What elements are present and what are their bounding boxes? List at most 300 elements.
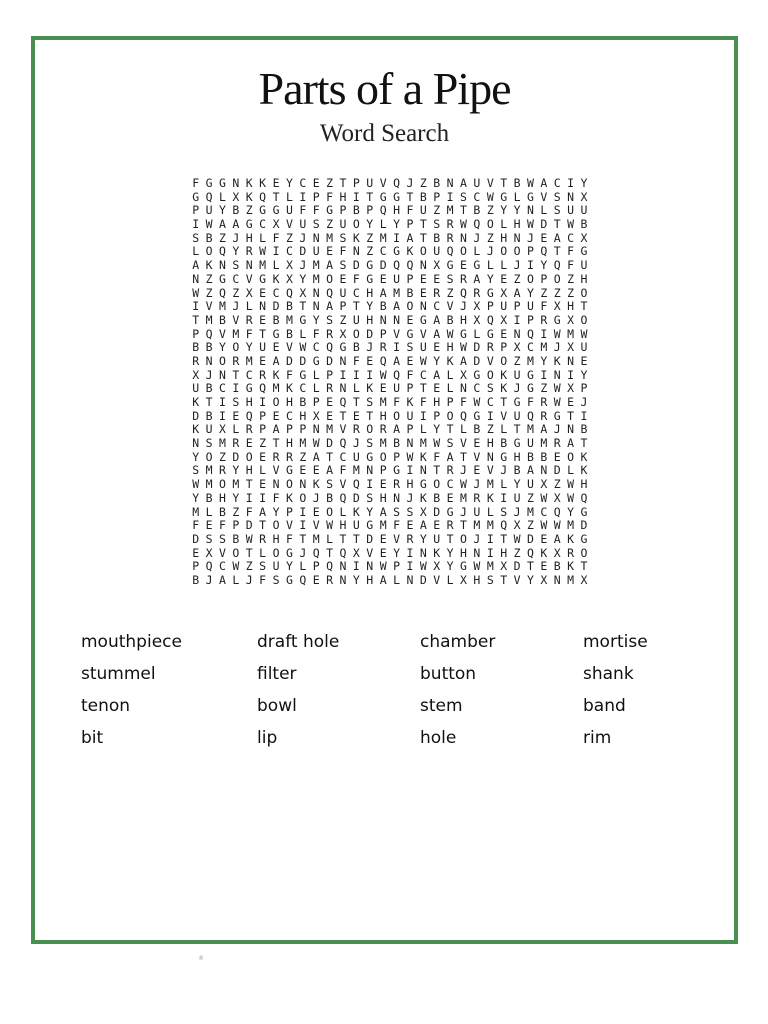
grid-letter: W bbox=[433, 436, 441, 451]
grid-letter: O bbox=[460, 531, 467, 546]
letter-grid bbox=[189, 177, 591, 588]
grid-letter: M bbox=[473, 518, 481, 533]
grid-letter: M bbox=[379, 230, 387, 245]
grid-letter: G bbox=[500, 449, 508, 464]
grid-letter: Z bbox=[486, 203, 494, 218]
grid-letter: S bbox=[219, 531, 226, 546]
grid-letter: B bbox=[219, 312, 226, 327]
grid-row bbox=[189, 191, 591, 205]
grid-letter: C bbox=[473, 189, 481, 204]
grid-letter: N bbox=[232, 176, 240, 190]
grid-letter: D bbox=[299, 353, 307, 368]
grid-letter: E bbox=[433, 518, 441, 533]
grid-letter: K bbox=[446, 353, 454, 368]
grid-letter: Q bbox=[526, 326, 534, 341]
grid-letter: V bbox=[486, 463, 494, 478]
grid-letter: Z bbox=[486, 230, 494, 245]
grid-letter: B bbox=[326, 490, 334, 505]
grid-letter: P bbox=[580, 381, 588, 396]
grid-letter: Q bbox=[245, 408, 253, 423]
grid-letter: M bbox=[272, 381, 280, 396]
grid-letter: V bbox=[486, 176, 494, 190]
grid-letter: T bbox=[460, 449, 467, 464]
grid-letter: Y bbox=[580, 367, 588, 382]
grid-row bbox=[189, 204, 591, 218]
grid-letter: A bbox=[272, 422, 280, 437]
grid-row bbox=[189, 300, 591, 314]
grid-letter: O bbox=[486, 367, 494, 382]
grid-letter: K bbox=[580, 449, 588, 464]
grid-letter: D bbox=[272, 299, 280, 314]
grid-letter: X bbox=[580, 230, 588, 245]
grid-letter: N bbox=[446, 176, 454, 190]
grid-letter: N bbox=[406, 572, 414, 587]
grid-letter: F bbox=[245, 504, 253, 519]
grid-letter: Z bbox=[219, 449, 226, 464]
grid-letter: H bbox=[339, 518, 347, 533]
grid-letter: X bbox=[460, 572, 467, 587]
grid-letter: F bbox=[312, 326, 320, 341]
grid-letter: J bbox=[460, 463, 467, 478]
grid-letter: B bbox=[473, 422, 481, 437]
grid-letter: R bbox=[540, 395, 548, 409]
grid-letter: Q bbox=[285, 285, 293, 300]
grid-letter: X bbox=[339, 326, 347, 341]
word-item: draft hole bbox=[257, 632, 340, 652]
grid-letter: F bbox=[352, 271, 360, 286]
grid-letter: V bbox=[473, 449, 481, 464]
grid-letter: P bbox=[540, 271, 548, 286]
grid-letter: M bbox=[567, 326, 575, 341]
grid-letter: H bbox=[446, 340, 454, 355]
grid-letter: M bbox=[540, 340, 548, 355]
grid-letter: S bbox=[205, 531, 213, 546]
grid-letter: D bbox=[299, 244, 307, 259]
grid-letter: N bbox=[567, 189, 575, 204]
grid-letter: Q bbox=[379, 353, 387, 368]
grid-letter: G bbox=[245, 381, 253, 396]
grid-letter: U bbox=[433, 244, 441, 259]
grid-row bbox=[189, 533, 591, 547]
grid-letter: J bbox=[232, 299, 240, 314]
grid-letter: E bbox=[567, 395, 575, 409]
grid-letter: G bbox=[473, 258, 481, 273]
grid-letter: G bbox=[272, 326, 280, 341]
grid-letter: W bbox=[446, 326, 454, 341]
grid-letter: F bbox=[219, 518, 226, 533]
grid-row bbox=[189, 287, 591, 301]
grid-letter: S bbox=[500, 504, 508, 519]
grid-letter: Y bbox=[567, 504, 575, 519]
grid-row bbox=[189, 218, 591, 232]
grid-letter: I bbox=[393, 340, 401, 355]
grid-letter: A bbox=[460, 353, 467, 368]
grid-letter: L bbox=[272, 258, 280, 273]
grid-row bbox=[189, 369, 591, 383]
grid-letter: L bbox=[299, 326, 307, 341]
grid-letter: H bbox=[393, 203, 401, 218]
grid-letter: Q bbox=[205, 189, 213, 204]
grid-letter: U bbox=[500, 299, 508, 314]
grid-letter: L bbox=[473, 326, 481, 341]
grid-letter: E bbox=[205, 518, 213, 533]
grid-letter: S bbox=[486, 572, 494, 587]
grid-letter: I bbox=[192, 217, 200, 232]
grid-letter: Z bbox=[339, 312, 347, 327]
grid-letter: Q bbox=[580, 490, 588, 505]
grid-letter: S bbox=[406, 504, 414, 519]
word-item: chamber bbox=[420, 632, 496, 652]
word-item: bit bbox=[81, 728, 104, 748]
grid-letter: J bbox=[553, 340, 561, 355]
grid-letter: G bbox=[580, 531, 588, 546]
grid-letter: O bbox=[446, 408, 454, 423]
grid-letter: H bbox=[379, 490, 387, 505]
grid-letter: F bbox=[326, 189, 334, 204]
grid-letter: U bbox=[513, 490, 521, 505]
grid-letter: G bbox=[406, 326, 414, 341]
grid-letter: M bbox=[379, 436, 387, 451]
grid-letter: K bbox=[406, 395, 414, 409]
grid-letter: E bbox=[580, 353, 588, 368]
grid-letter: S bbox=[232, 395, 240, 409]
grid-letter: Q bbox=[339, 395, 347, 409]
grid-letter: O bbox=[580, 285, 588, 300]
grid-letter: Z bbox=[433, 203, 441, 218]
grid-letter: S bbox=[205, 436, 213, 451]
grid-letter: Z bbox=[567, 271, 575, 286]
grid-letter: V bbox=[500, 408, 508, 423]
grid-letter: R bbox=[446, 518, 454, 533]
grid-letter: G bbox=[366, 271, 374, 286]
grid-letter: I bbox=[513, 312, 521, 327]
grid-letter: F bbox=[460, 395, 467, 409]
grid-letter: R bbox=[326, 572, 334, 587]
grid-letter: M bbox=[205, 312, 213, 327]
page-subtitle: Word Search bbox=[319, 120, 450, 147]
grid-letter: E bbox=[272, 176, 280, 190]
grid-letter: W bbox=[553, 381, 561, 396]
grid-letter: N bbox=[419, 258, 427, 273]
grid-letter: K bbox=[259, 176, 267, 190]
grid-letter: S bbox=[192, 463, 200, 478]
grid-letter: N bbox=[339, 381, 347, 396]
grid-letter: U bbox=[513, 367, 521, 382]
grid-letter: W bbox=[419, 353, 427, 368]
grid-letter: H bbox=[339, 189, 347, 204]
grid-letter: G bbox=[460, 559, 467, 574]
grid-letter: D bbox=[192, 408, 200, 423]
grid-letter: S bbox=[433, 217, 441, 232]
grid-letter: A bbox=[219, 572, 226, 587]
grid-letter: F bbox=[299, 203, 307, 218]
grid-letter: T bbox=[500, 395, 508, 409]
grid-letter: H bbox=[500, 545, 508, 560]
grid-letter: V bbox=[219, 326, 226, 341]
grid-letter: I bbox=[192, 299, 200, 314]
grid-letter: N bbox=[393, 490, 401, 505]
grid-letter: A bbox=[433, 312, 441, 327]
grid-letter: D bbox=[192, 531, 200, 546]
grid-letter: Z bbox=[259, 436, 267, 451]
grid-letter: K bbox=[580, 463, 588, 478]
grid-letter: Y bbox=[219, 340, 226, 355]
grid-row bbox=[189, 273, 591, 287]
grid-letter: T bbox=[513, 422, 521, 437]
grid-letter: L bbox=[259, 230, 267, 245]
grid-letter: P bbox=[299, 422, 307, 437]
grid-letter: B bbox=[500, 436, 508, 451]
grid-letter: G bbox=[580, 244, 588, 259]
grid-letter: Q bbox=[393, 176, 401, 190]
word-item: hole bbox=[420, 728, 457, 748]
grid-letter: A bbox=[460, 176, 467, 190]
grid-letter: Q bbox=[393, 258, 401, 273]
grid-letter: U bbox=[352, 518, 360, 533]
grid-letter: B bbox=[272, 312, 280, 327]
grid-letter: E bbox=[379, 477, 387, 492]
grid-letter: B bbox=[513, 176, 521, 190]
grid-letter: Y bbox=[393, 217, 401, 232]
grid-letter: H bbox=[272, 531, 280, 546]
grid-letter: P bbox=[513, 299, 521, 314]
grid-row bbox=[189, 355, 591, 369]
grid-letter: O bbox=[352, 217, 360, 232]
grid-letter: K bbox=[245, 189, 253, 204]
grid-letter: J bbox=[299, 545, 307, 560]
grid-letter: L bbox=[460, 422, 467, 437]
grid-letter: L bbox=[312, 367, 320, 382]
grid-letter: P bbox=[352, 176, 360, 190]
grid-letter: T bbox=[580, 559, 588, 574]
grid-letter: J bbox=[473, 230, 481, 245]
grid-letter: P bbox=[406, 422, 414, 437]
grid-letter: F bbox=[285, 367, 293, 382]
grid-letter: Q bbox=[205, 326, 213, 341]
grid-letter: W bbox=[553, 395, 561, 409]
grid-letter: Y bbox=[299, 271, 307, 286]
grid-letter: Z bbox=[245, 203, 253, 218]
grid-letter: X bbox=[245, 285, 253, 300]
grid-letter: O bbox=[326, 271, 334, 286]
grid-letter: W bbox=[192, 477, 200, 492]
grid-letter: A bbox=[393, 299, 401, 314]
grid-letter: I bbox=[540, 367, 548, 382]
grid-letter: U bbox=[393, 381, 401, 396]
grid-letter: F bbox=[192, 176, 200, 190]
grid-letter: C bbox=[219, 381, 226, 396]
grid-letter: X bbox=[567, 340, 575, 355]
grid-letter: G bbox=[513, 436, 521, 451]
grid-letter: K bbox=[553, 353, 561, 368]
grid-letter: M bbox=[379, 395, 387, 409]
grid-letter: E bbox=[473, 463, 481, 478]
grid-letter: N bbox=[366, 463, 374, 478]
grid-letter: V bbox=[460, 436, 467, 451]
grid-letter: X bbox=[192, 367, 200, 382]
grid-letter: Z bbox=[326, 217, 334, 232]
grid-letter: Z bbox=[326, 176, 334, 190]
grid-letter: U bbox=[393, 271, 401, 286]
grid-letter: I bbox=[366, 477, 374, 492]
grid-letter: D bbox=[433, 504, 441, 519]
word-list bbox=[81, 632, 721, 749]
grid-letter: Y bbox=[219, 203, 226, 218]
grid-letter: P bbox=[379, 463, 387, 478]
grid-letter: C bbox=[219, 559, 226, 574]
grid-letter: U bbox=[205, 203, 213, 218]
grid-letter: G bbox=[299, 312, 307, 327]
grid-letter: T bbox=[553, 217, 561, 232]
grid-letter: N bbox=[352, 244, 360, 259]
grid-letter: I bbox=[500, 490, 508, 505]
grid-letter: Y bbox=[192, 490, 200, 505]
grid-letter: T bbox=[245, 545, 253, 560]
grid-letter: P bbox=[285, 422, 293, 437]
grid-letter: E bbox=[433, 340, 441, 355]
grid-letter: K bbox=[205, 258, 213, 273]
grid-letter: I bbox=[393, 230, 401, 245]
grid-letter: R bbox=[259, 531, 267, 546]
grid-letter: E bbox=[245, 436, 253, 451]
grid-letter: T bbox=[352, 299, 360, 314]
grid-letter: M bbox=[205, 463, 213, 478]
grid-letter: O bbox=[299, 490, 307, 505]
grid-letter: E bbox=[192, 545, 200, 560]
grid-letter: Q bbox=[393, 367, 401, 382]
grid-letter: A bbox=[419, 518, 427, 533]
grid-letter: M bbox=[326, 422, 334, 437]
grid-letter: G bbox=[526, 381, 534, 396]
grid-letter: G bbox=[580, 504, 588, 519]
grid-letter: R bbox=[285, 449, 293, 464]
grid-letter: L bbox=[352, 381, 360, 396]
grid-letter: Y bbox=[580, 176, 588, 190]
grid-letter: O bbox=[513, 244, 521, 259]
grid-letter: Y bbox=[540, 353, 548, 368]
grid-letter: J bbox=[500, 463, 508, 478]
grid-letter: Q bbox=[553, 504, 561, 519]
grid-letter: T bbox=[326, 449, 334, 464]
grid-letter: T bbox=[352, 395, 360, 409]
grid-letter: S bbox=[486, 381, 494, 396]
grid-letter: C bbox=[299, 381, 307, 396]
grid-letter: T bbox=[192, 312, 200, 327]
grid-letter: T bbox=[526, 559, 534, 574]
grid-letter: E bbox=[312, 504, 320, 519]
grid-letter: P bbox=[312, 559, 320, 574]
grid-letter: N bbox=[312, 422, 320, 437]
grid-letter: K bbox=[366, 381, 374, 396]
grid-letter: A bbox=[232, 217, 240, 232]
grid-letter: E bbox=[406, 353, 414, 368]
grid-letter: Q bbox=[406, 258, 414, 273]
grid-letter: Z bbox=[446, 285, 454, 300]
grid-letter: R bbox=[272, 449, 280, 464]
grid-letter: M bbox=[379, 518, 387, 533]
grid-letter: J bbox=[460, 299, 467, 314]
grid-row bbox=[189, 464, 591, 478]
grid-letter: J bbox=[513, 258, 521, 273]
grid-letter: E bbox=[540, 230, 548, 245]
grid-letter: B bbox=[393, 436, 401, 451]
grid-letter: G bbox=[526, 189, 534, 204]
grid-letter: T bbox=[460, 518, 467, 533]
grid-letter: X bbox=[580, 572, 588, 587]
grid-letter: R bbox=[433, 285, 441, 300]
grid-letter: L bbox=[393, 572, 401, 587]
grid-letter: I bbox=[299, 504, 307, 519]
grid-letter: M bbox=[486, 477, 494, 492]
grid-letter: M bbox=[526, 422, 534, 437]
grid-letter: A bbox=[553, 531, 561, 546]
grid-letter: N bbox=[526, 203, 534, 218]
grid-letter: C bbox=[352, 285, 360, 300]
grid-letter: J bbox=[526, 230, 534, 245]
grid-letter: D bbox=[513, 559, 521, 574]
grid-letter: W bbox=[580, 326, 588, 341]
grid-letter: E bbox=[540, 531, 548, 546]
grid-letter: V bbox=[339, 422, 347, 437]
grid-letter: V bbox=[205, 299, 213, 314]
grid-letter: A bbox=[540, 176, 548, 190]
grid-letter: R bbox=[446, 463, 454, 478]
grid-letter: X bbox=[567, 381, 575, 396]
grid-letter: L bbox=[312, 381, 320, 396]
grid-letter: W bbox=[473, 559, 481, 574]
grid-letter: T bbox=[339, 531, 347, 546]
grid-letter: G bbox=[205, 176, 213, 190]
grid-letter: I bbox=[299, 518, 307, 533]
grid-letter: J bbox=[406, 176, 414, 190]
grid-letter: N bbox=[513, 230, 521, 245]
grid-letter: V bbox=[272, 463, 280, 478]
grid-letter: S bbox=[339, 258, 347, 273]
grid-letter: M bbox=[192, 504, 200, 519]
grid-letter: F bbox=[433, 449, 441, 464]
grid-letter: Z bbox=[540, 381, 548, 396]
grid-letter: C bbox=[232, 271, 240, 286]
grid-letter: E bbox=[312, 572, 320, 587]
grid-letter: Z bbox=[205, 285, 213, 300]
grid-letter: B bbox=[580, 422, 588, 437]
grid-letter: E bbox=[299, 463, 307, 478]
grid-letter: L bbox=[259, 463, 267, 478]
grid-letter: R bbox=[352, 422, 360, 437]
grid-letter: K bbox=[500, 381, 508, 396]
grid-letter: O bbox=[580, 545, 588, 560]
grid-letter: Z bbox=[553, 477, 561, 492]
grid-letter: G bbox=[272, 203, 280, 218]
grid-letter: Z bbox=[486, 422, 494, 437]
grid-letter: T bbox=[245, 477, 253, 492]
word-item: lip bbox=[257, 728, 278, 748]
grid-letter: X bbox=[580, 189, 588, 204]
grid-letter: X bbox=[312, 408, 320, 423]
grid-letter: D bbox=[352, 490, 360, 505]
grid-letter: W bbox=[553, 326, 561, 341]
grid-letter: F bbox=[567, 244, 575, 259]
grid-letter: G bbox=[419, 477, 427, 492]
grid-letter: P bbox=[326, 367, 334, 382]
grid-letter: M bbox=[526, 504, 534, 519]
grid-letter: L bbox=[205, 504, 213, 519]
grid-letter: C bbox=[245, 367, 253, 382]
grid-letter: L bbox=[486, 504, 494, 519]
grid-letter: A bbox=[446, 449, 454, 464]
grid-letter: W bbox=[567, 490, 575, 505]
grid-letter: B bbox=[513, 463, 521, 478]
